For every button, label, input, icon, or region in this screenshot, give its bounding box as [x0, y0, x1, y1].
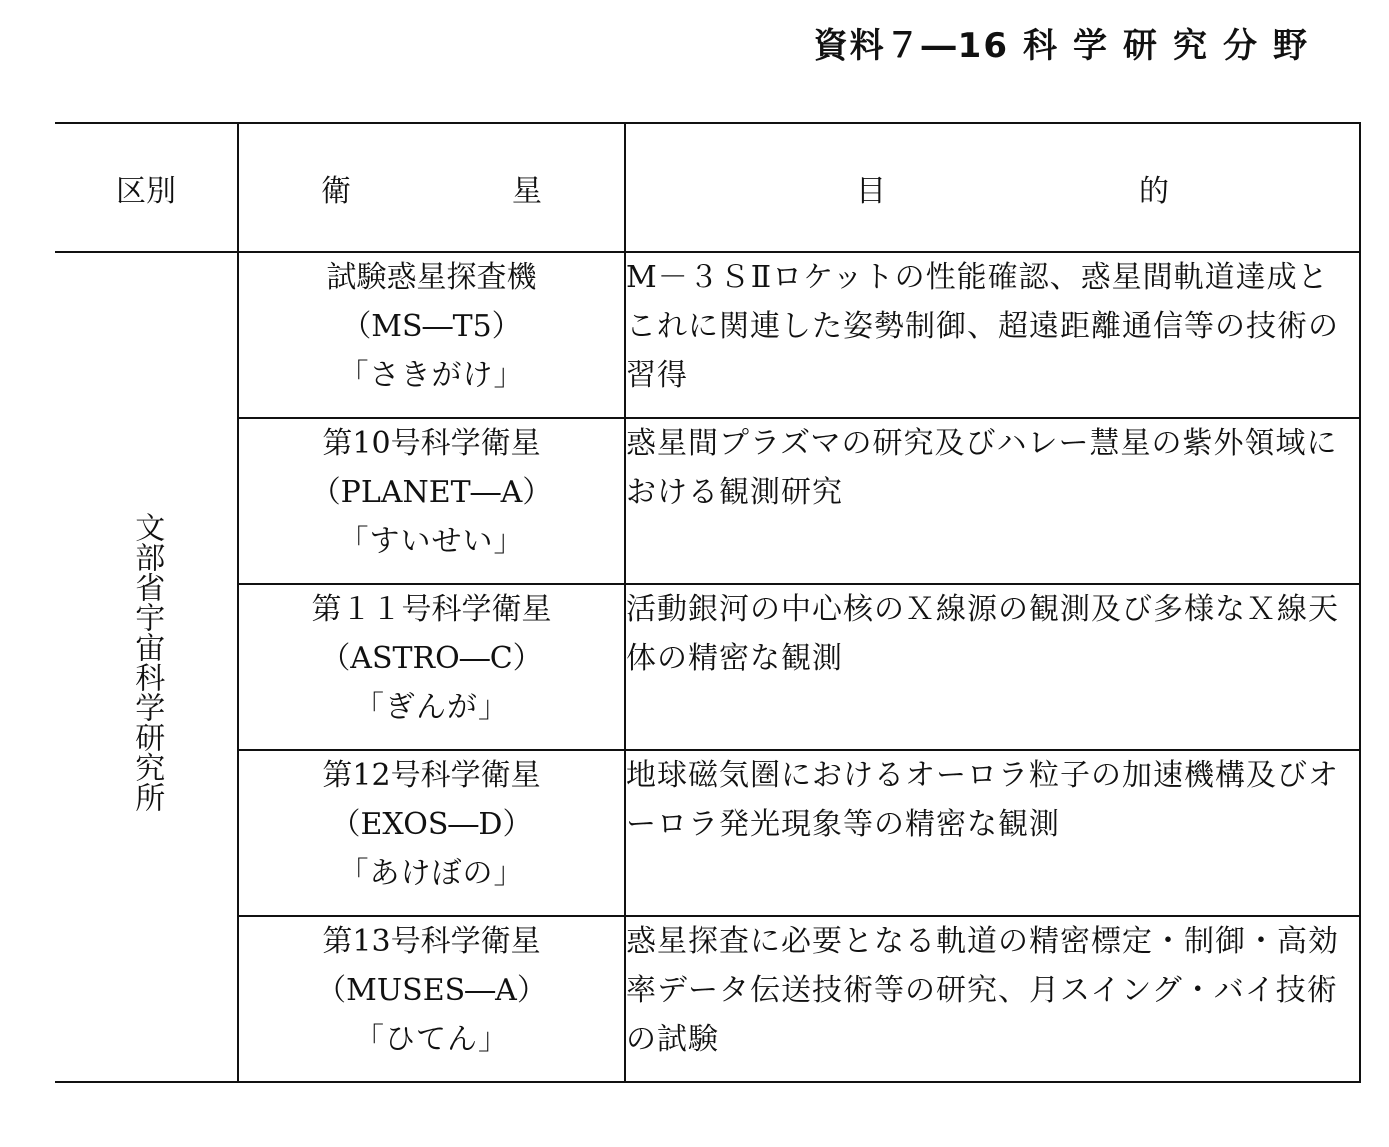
division-cell — [55, 252, 238, 1082]
satellite-name: 第10号科学衛星 — [322, 426, 541, 461]
document-title — [814, 18, 1323, 67]
satellite-cell — [238, 252, 625, 418]
header-purpose — [625, 123, 1360, 252]
table-row — [55, 584, 1360, 750]
satellite-code: （EXOS―D） — [330, 807, 533, 842]
satellite-name: 第13号科学衛星 — [322, 924, 541, 959]
header-satellite-left: 衛 — [321, 173, 351, 209]
satellite-cell — [238, 584, 625, 750]
purpose-cell: M－３ＳⅡロケットの性能確認、惑星間軌道達成とこれに関連した姿勢制御、超遠距離通信等の技術の習得 — [625, 252, 1360, 418]
satellite-cell — [238, 418, 625, 584]
document-subject: 科学研究分野 — [1023, 26, 1323, 66]
header-division: 区別 — [55, 123, 238, 252]
satellite-cell — [238, 916, 625, 1082]
header-purpose-right: 的 — [1139, 173, 1169, 209]
satellite-nickname: 「ひてん」 — [354, 1022, 509, 1057]
purpose-cell: 惑星探査に必要となる軌道の精密標定・制御・高効率データ伝送技術等の研究、月スイング・バイ技術の試験 — [625, 916, 1360, 1082]
satellite-name: 試験惑星探査機 — [326, 260, 537, 295]
table-row — [55, 916, 1360, 1082]
header-purpose-left: 目 — [856, 173, 886, 209]
purpose-cell: 惑星間プラズマの研究及びハレー慧星の紫外領域における観測研究 — [625, 418, 1360, 584]
header-row — [55, 123, 1360, 252]
satellite-nickname: 「すいせい」 — [338, 524, 525, 559]
table-row — [55, 750, 1360, 916]
table-row — [55, 252, 1360, 418]
purpose-cell: 活動銀河の中心核のＸ線源の観測及び多様なＸ線天体の精密な観測 — [625, 584, 1360, 750]
satellite-nickname: 「さきがけ」 — [338, 358, 525, 393]
satellite-nickname: 「あけぼの」 — [338, 856, 525, 891]
satellite-cell — [238, 750, 625, 916]
satellite-code: （ASTRO―C） — [320, 641, 543, 676]
purpose-cell: 地球磁気圏におけるオーロラ粒子の加速機構及びオーロラ発光現象等の精密な観測 — [625, 750, 1360, 916]
satellite-code: （PLANET―A） — [310, 475, 553, 510]
satellite-table — [55, 122, 1361, 1083]
header-satellite-right: 星 — [512, 173, 542, 209]
header-satellite — [238, 123, 625, 252]
division-label: 文部省宇宙科学研究所 — [129, 511, 165, 812]
satellite-nickname: 「ぎんが」 — [354, 690, 509, 725]
satellite-code: （MUSES―A） — [316, 973, 547, 1008]
table-row — [55, 418, 1360, 584]
satellite-code: （MS―T5） — [341, 309, 522, 344]
satellite-name: 第１１号科学衛星 — [311, 592, 552, 627]
document-ref: 資料７―16 — [813, 26, 1009, 66]
satellite-name: 第12号科学衛星 — [322, 758, 541, 793]
